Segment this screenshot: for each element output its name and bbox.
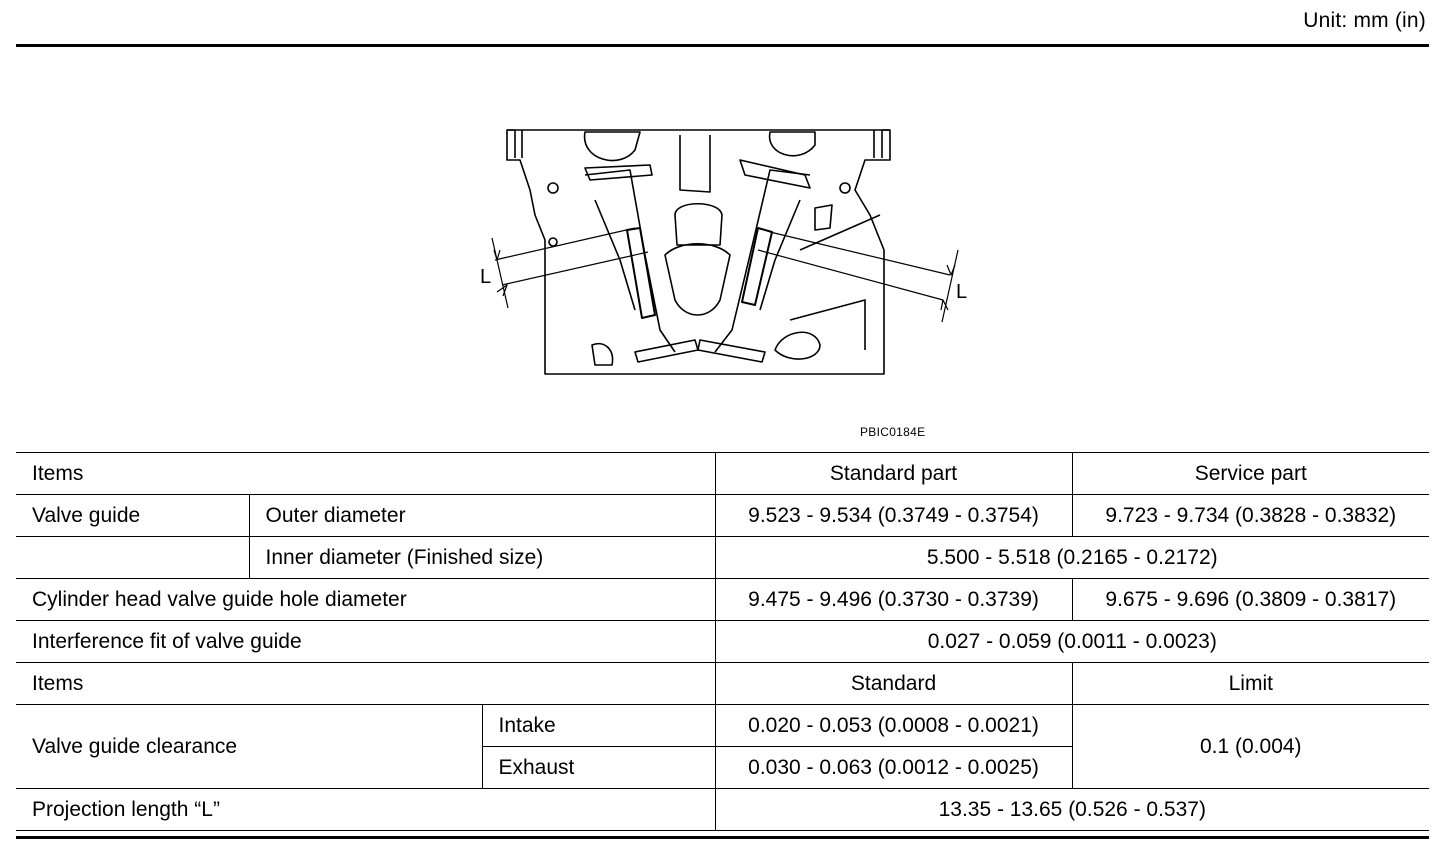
header-service-part: Service part xyxy=(1072,453,1429,495)
center-upper-pocket xyxy=(680,135,710,192)
dimension-label-left: L xyxy=(480,266,492,288)
table-row xyxy=(16,537,1429,579)
exhaust-label: Exhaust xyxy=(482,747,715,789)
unit-label: Unit: mm (in) xyxy=(1303,9,1426,32)
right-bottom-pocket xyxy=(775,332,820,359)
exhaust-standard: 0.030 - 0.063 (0.0012 - 0.0025) xyxy=(715,747,1072,789)
header-limit: Limit xyxy=(1072,663,1429,705)
top-rule xyxy=(16,44,1429,47)
bolt-hole xyxy=(840,183,850,193)
intake-valve-guide xyxy=(627,228,655,318)
intake-valve-seat xyxy=(635,340,698,362)
projection-label: Projection length “L” xyxy=(16,789,715,831)
figure-code: PBIC0184E xyxy=(860,425,926,439)
intake-label: Intake xyxy=(482,705,715,747)
valve-guide-spec-table xyxy=(16,452,1429,831)
intake-standard: 0.020 - 0.053 (0.0008 - 0.0021) xyxy=(715,705,1072,747)
header-standard-part: Standard part xyxy=(715,453,1072,495)
right-arrow xyxy=(941,265,955,310)
left-cam-pocket xyxy=(585,132,640,160)
center-port xyxy=(675,204,722,245)
header-items-2: Items xyxy=(16,663,715,705)
right-pocket xyxy=(815,205,832,230)
valve-guide-label: Valve guide xyxy=(16,495,249,537)
outer-diameter-standard: 9.523 - 9.534 (0.3749 - 0.3754) xyxy=(715,495,1072,537)
table-header-row xyxy=(16,663,1429,705)
header-standard: Standard xyxy=(715,663,1072,705)
table-row xyxy=(16,789,1429,831)
combustion-chamber xyxy=(665,244,730,315)
projection-value: 13.35 - 13.65 (0.526 - 0.537) xyxy=(715,789,1429,831)
header-items: Items xyxy=(16,453,715,495)
right-cam-pocket xyxy=(770,132,815,156)
interference-fit-label: Interference fit of valve guide xyxy=(16,621,715,663)
right-web xyxy=(790,215,880,350)
top-flange xyxy=(507,130,890,158)
outer-diameter-label: Outer diameter xyxy=(249,495,715,537)
interference-fit-value: 0.027 - 0.059 (0.0011 - 0.0023) xyxy=(715,621,1429,663)
inner-diameter-value: 5.500 - 5.518 (0.2165 - 0.2172) xyxy=(715,537,1429,579)
outer-diameter-service: 9.723 - 9.734 (0.3828 - 0.3832) xyxy=(1072,495,1429,537)
right-extension-line-upper xyxy=(770,232,950,275)
table-row xyxy=(16,579,1429,621)
left-dimension-line xyxy=(492,238,508,308)
clearance-limit: 0.1 (0.004) xyxy=(1072,705,1429,789)
hole-diameter-standard: 9.475 - 9.496 (0.3730 - 0.3739) xyxy=(715,579,1072,621)
table-row xyxy=(16,705,1429,747)
inner-diameter-label: Inner diameter (Finished size) xyxy=(249,537,715,579)
cylinder-head-diagram xyxy=(470,120,980,385)
bolt-hole xyxy=(549,238,557,246)
left-bottom-pocket xyxy=(592,344,613,365)
empty-cell xyxy=(16,537,249,579)
bolt-hole xyxy=(548,183,558,193)
bottom-rule xyxy=(16,836,1429,839)
table-row xyxy=(16,621,1429,663)
table-header-row xyxy=(16,453,1429,495)
hole-diameter-service: 9.675 - 9.696 (0.3809 - 0.3817) xyxy=(1072,579,1429,621)
head-outline xyxy=(507,130,890,374)
table-row xyxy=(16,495,1429,537)
dimension-label-right: L xyxy=(956,281,968,303)
left-lifter xyxy=(585,165,652,180)
left-port xyxy=(585,170,675,352)
clearance-label: Valve guide clearance xyxy=(16,705,482,789)
exhaust-valve-seat xyxy=(698,340,765,362)
right-extension-line-lower xyxy=(758,250,943,300)
hole-diameter-label: Cylinder head valve guide hole diameter xyxy=(16,579,715,621)
right-lifter xyxy=(740,160,810,188)
